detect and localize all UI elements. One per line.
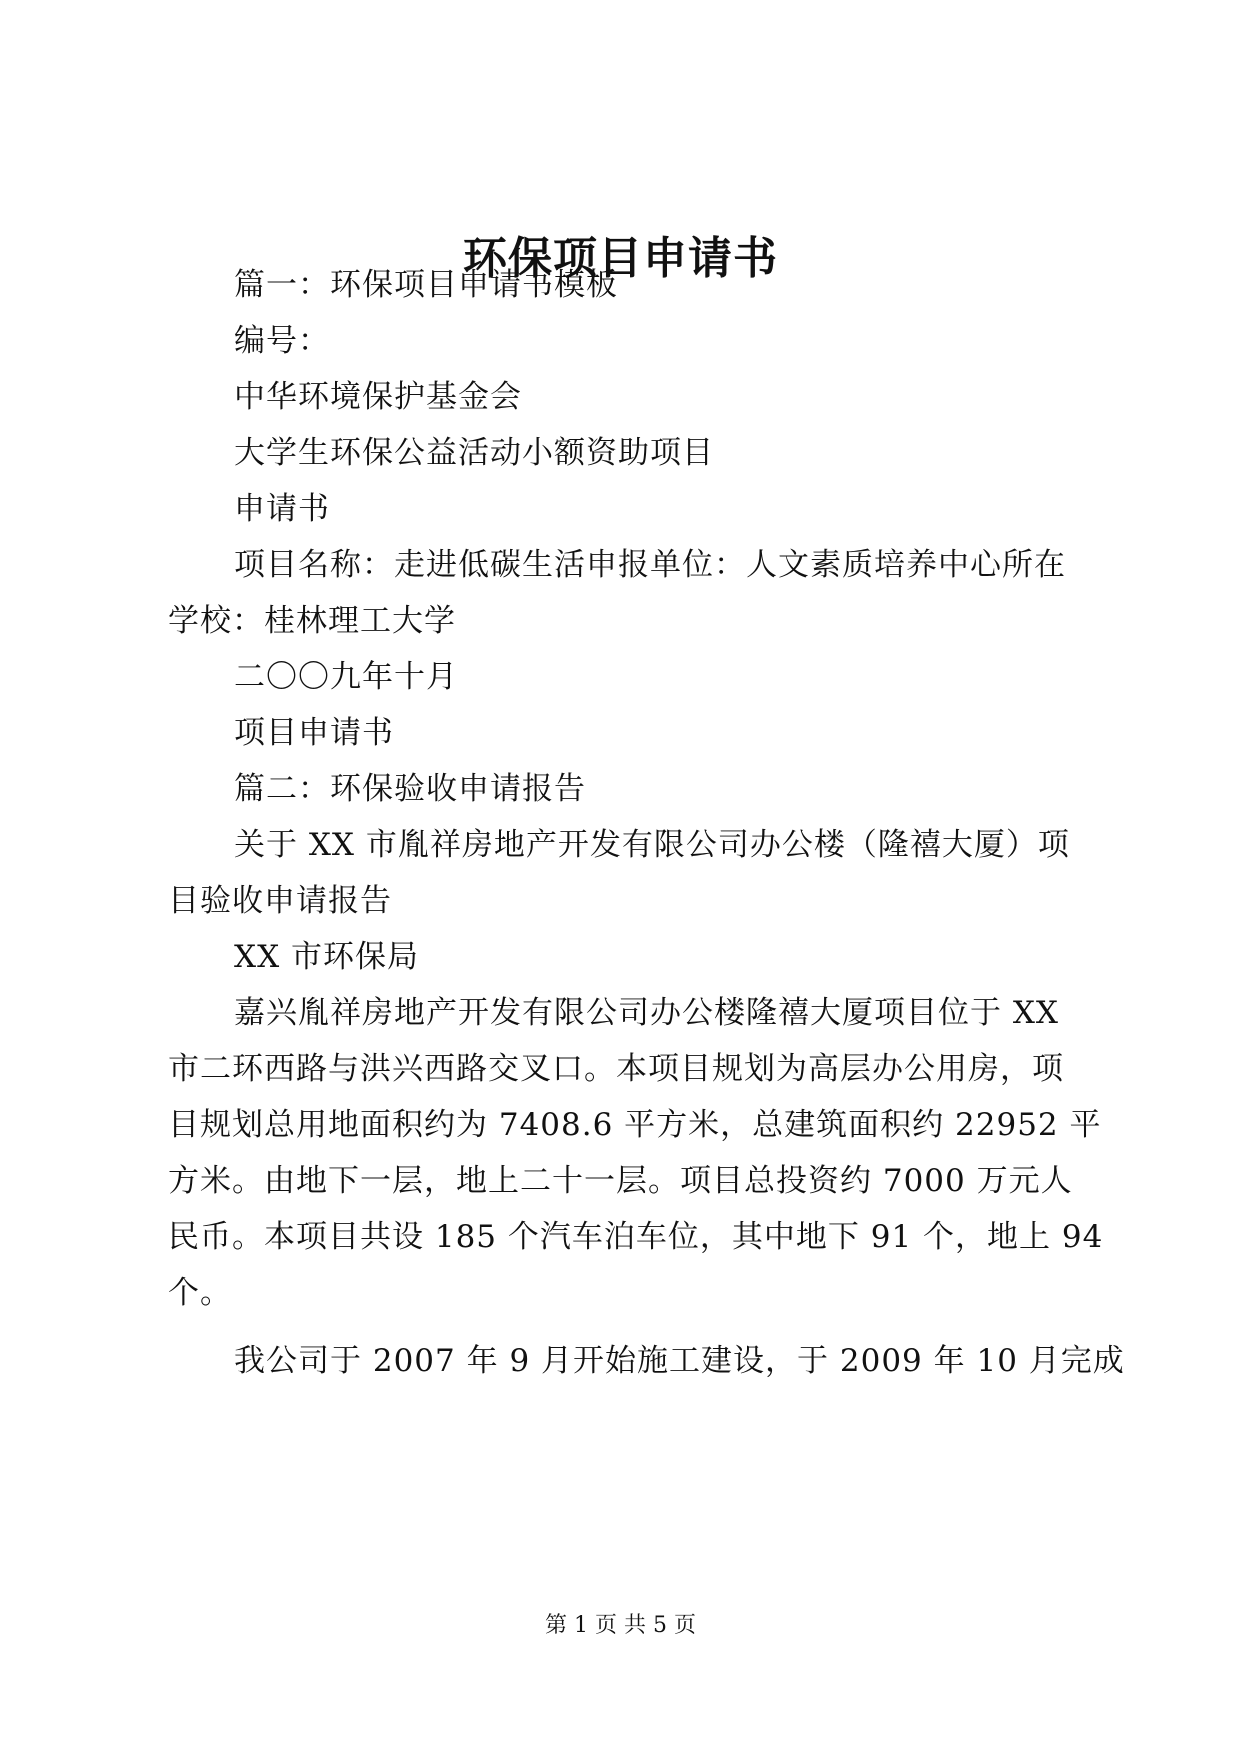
body-paragraph-1-line: 民币。本项目共设 185 个汽车泊车位，其中地下 91 个，地上 94 bbox=[168, 1219, 1104, 1255]
application-date: 二〇〇九年十月 bbox=[234, 659, 458, 695]
serial-number-label: 编号： bbox=[234, 323, 330, 359]
document-title: 环保项目申请书 bbox=[463, 233, 778, 284]
report-title-line-2: 目验收申请报告 bbox=[168, 883, 392, 919]
body-paragraph-1-line: 嘉兴胤祥房地产开发有限公司办公楼隆禧大厦项目位于 XX bbox=[234, 995, 1059, 1031]
addressee: XX 市环保局 bbox=[234, 939, 419, 975]
body-paragraph-1-line: 目规划总用地面积约为 7408.6 平方米，总建筑面积约 22952 平 bbox=[168, 1107, 1102, 1143]
body-paragraph-1-line: 个。 bbox=[168, 1275, 232, 1311]
body-paragraph-1-line: 市二环西路与洪兴西路交叉口。本项目规划为高层办公用房，项 bbox=[168, 1051, 1064, 1087]
foundation-name: 中华环境保护基金会 bbox=[234, 379, 522, 415]
project-info-line-1: 项目名称：走进低碳生活申报单位：人文素质培养中心所在 bbox=[234, 547, 1066, 583]
section-label: 项目申请书 bbox=[234, 715, 394, 751]
program-name: 大学生环保公益活动小额资助项目 bbox=[234, 435, 714, 471]
report-title-line-1: 关于 XX 市胤祥房地产开发有限公司办公楼（隆禧大厦）项 bbox=[234, 827, 1070, 863]
part1-heading: 篇一：环保项目申请书模板 bbox=[234, 267, 618, 303]
application-label: 申请书 bbox=[234, 491, 330, 527]
body-paragraph-2-line: 我公司于 2007 年 9 月开始施工建设，于 2009 年 10 月完成 bbox=[234, 1343, 1125, 1379]
body-paragraph-1-line: 方米。由地下一层，地上二十一层。项目总投资约 7000 万元人 bbox=[168, 1163, 1073, 1199]
page-indicator: 第 1 页 共 5 页 bbox=[545, 1613, 696, 1638]
part2-heading: 篇二：环保验收申请报告 bbox=[234, 771, 586, 807]
project-info-line-2: 学校：桂林理工大学 bbox=[168, 603, 456, 639]
